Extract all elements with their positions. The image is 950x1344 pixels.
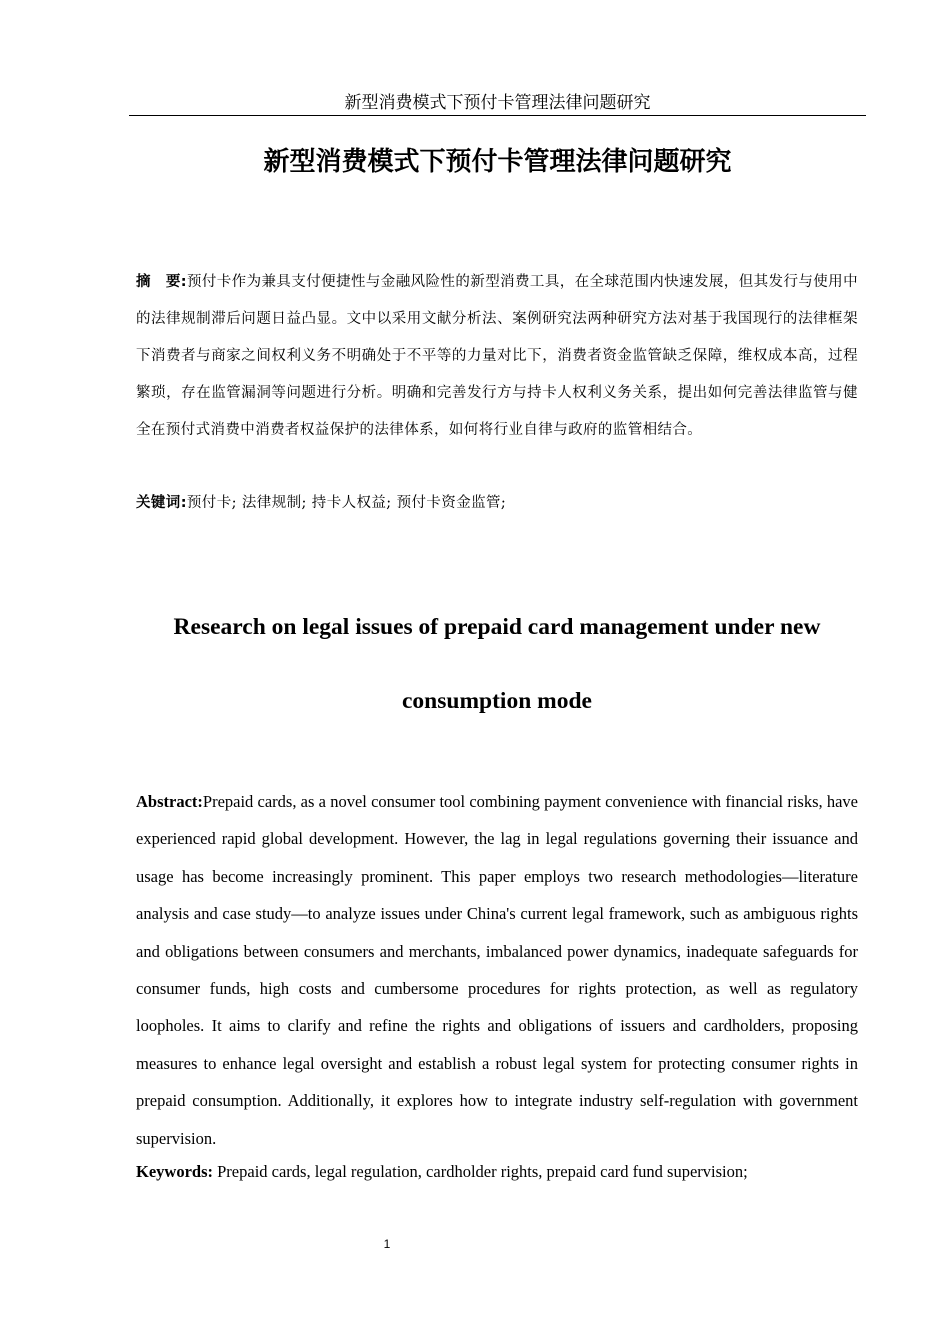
page-number: 1 [383,1237,391,1251]
english-abstract [136,783,858,1157]
chinese-abstract [136,264,858,449]
english-title: Research on legal issues of prepaid card management under new consumption mode [173,614,821,714]
chinese-keywords [136,486,858,520]
english-abstract-text: Prepaid cards, as a novel consumer tool combining payment convenience with financial risks, have experienced rapid global development. However, the lag in legal regulations governing their issuance and usage has become increasingly prominent. This paper employs two research methodologies—literature analysis and case study—to analyze issues under China's current legal framework, such as ambiguous rights and obligations between consumers and merchants, imbalanced power dynamics, inadequate safeguards for consumer funds, high costs and cumbersome procedures for rights protection, as well as regulatory loopholes. It aims to clarify and refine the rights and obligations of issuers and cardholders, proposing measures to enhance legal oversight and establish a robust legal system for protecting consumer rights in prepaid consumption. Additionally, it explores how to integrate industry self-regulation with government supervision. [136,792,858,1148]
header-rule [129,115,866,116]
chinese-abstract-label: 摘 要: [136,274,187,290]
english-keywords-text: Prepaid cards, legal regulation, cardholder rights, prepaid card fund supervision; [213,1162,748,1181]
running-header: 新型消费模式下预付卡管理法律问题研究 [344,93,651,113]
chinese-keywords-text: 预付卡; 法律规制; 持卡人权益; 预付卡资金监管; [186,495,507,511]
english-keywords-label: Keywords: [136,1162,213,1181]
chinese-title: 新型消费模式下预付卡管理法律问题研究 [263,147,732,177]
english-abstract-label: Abstract: [136,792,203,811]
chinese-keywords-label: 关键词: [136,495,187,511]
chinese-abstract-text: 预付卡作为兼具支付便捷性与金融风险性的新型消费工具，在全球范围内快速发展，但其发行与使用中的法律规制滞后问题日益凸显。文中以采用文献分析法、案例研究法两种研究方法对基于我国现行的法律框架下消费者与商家之间权利义务不明确处于不平等的力量对比下，消费者资金监管缺乏保障，维权成本高，过程繁琐，存在监管漏洞等问题进行分析。明确和完善发行方与持卡人权利义务关系，提出如何完善法律监管与健全在预付式消费中消费者权益保护的法律体系，如何将行业自律与政府的监管相结合。 [136,274,858,438]
english-keywords [136,1157,858,1187]
